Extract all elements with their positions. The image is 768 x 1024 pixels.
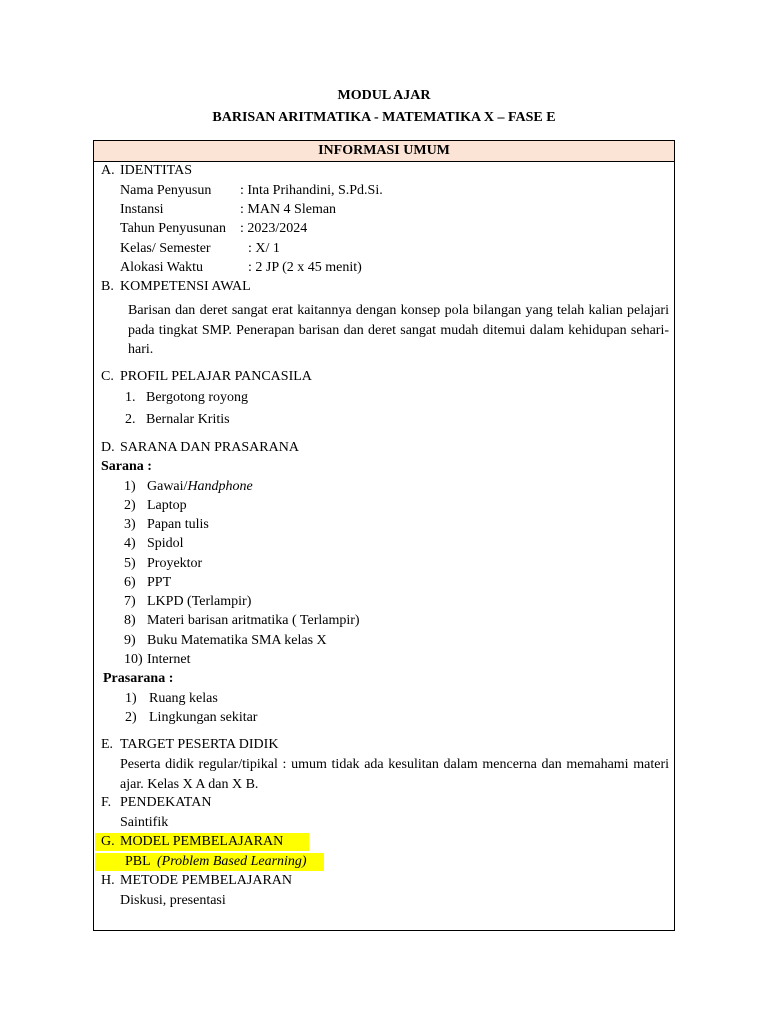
item-number: 1) [125, 691, 137, 706]
target-paragraph: Peserta didik regular/tipikal : umum tidak ada kesulitan dalam mencerna dan memahami materi ajar. Kelas X A dan X B. [120, 757, 669, 792]
item-text: Buku Matematika SMA kelas X [147, 633, 327, 648]
section-title: MODEL PEMBELAJARAN [120, 834, 284, 849]
item-text: Papan tulis [147, 517, 209, 532]
section-title: SARANA DAN PRASARANA [120, 440, 299, 455]
item-number: 2. [125, 412, 136, 427]
section-letter: B. [101, 279, 114, 294]
section-title: PENDEKATAN [120, 795, 212, 810]
metode-text: Diskusi, presentasi [120, 893, 226, 908]
item-text: Lingkungan sekitar [149, 710, 258, 725]
model-abbrev: PBL [125, 854, 151, 869]
section-letter: G. [101, 834, 115, 849]
item-number: 4) [124, 536, 136, 551]
item-text: Proyektor [147, 556, 203, 571]
item-text: Gawai/ [147, 479, 188, 494]
item-number: 1) [124, 479, 136, 494]
item-text: Laptop [147, 498, 187, 513]
item-text: LKPD (Terlampir) [147, 594, 252, 609]
item-number: 10) [124, 652, 143, 667]
item-number: 5) [124, 556, 136, 571]
section-letter: F. [101, 795, 112, 810]
section-title: KOMPETENSI AWAL [120, 279, 251, 294]
item-text: Bernalar Kritis [146, 412, 230, 427]
row-value: : X/ 1 [248, 241, 280, 256]
row-label: Kelas/ Semester [120, 241, 211, 256]
item-text: Ruang kelas [149, 691, 218, 706]
section-letter: A. [101, 163, 115, 178]
row-label: Tahun Penyusunan [120, 221, 226, 236]
section-model [95, 833, 309, 851]
row-value: : 2 JP (2 x 45 menit) [248, 260, 362, 275]
document-title: MODUL AJAR [337, 88, 431, 103]
section-title: TARGET PESERTA DIDIK [120, 737, 279, 752]
row-label: Instansi [120, 202, 164, 217]
item-number: 8) [124, 613, 136, 628]
row-label: Nama Penyusun [120, 183, 212, 198]
item-text-italic: Handphone [187, 479, 253, 494]
pendekatan-text: Saintifik [120, 815, 169, 830]
item-number: 3) [124, 517, 136, 532]
model-full-name: (Problem Based Learning) [157, 854, 307, 869]
item-text: Spidol [147, 536, 184, 551]
item-number: 2) [125, 710, 137, 725]
prasarana-label: Prasarana : [103, 671, 174, 686]
section-letter: H. [101, 873, 115, 888]
kompetensi-paragraph: Barisan dan deret sangat erat kaitannya dengan konsep pola bilangan yang telah kalian pelajari pada tingkat SMP. Penerapan barisan dan deret sangat mudah ditemui dalam kehidupan sehari-hari. [128, 303, 669, 357]
row-value: : MAN 4 Sleman [240, 202, 337, 217]
informasi-umum-box [93, 140, 675, 931]
item-number: 2) [124, 498, 136, 513]
item-number: 7) [124, 594, 136, 609]
section-title: IDENTITAS [120, 163, 192, 178]
item-number: 9) [124, 633, 136, 648]
sarana-label: Sarana : [101, 459, 152, 474]
item-text: Internet [147, 652, 191, 667]
item-text: Bergotong royong [146, 390, 249, 405]
section-title: PROFIL PELAJAR PANCASILA [120, 369, 312, 384]
item-text: PPT [147, 575, 172, 590]
item-number: 6) [124, 575, 136, 590]
section-letter: C. [101, 369, 114, 384]
section-letter: D. [101, 440, 115, 455]
section-title: METODE PEMBELAJARAN [120, 873, 293, 888]
section-letter: E. [101, 737, 114, 752]
row-value: : Inta Prihandini, S.Pd.Si. [240, 183, 383, 198]
row-label: Alokasi Waktu [120, 260, 203, 275]
document-subtitle: BARISAN ARITMATIKA - MATEMATIKA X – FASE E [212, 110, 556, 125]
row-value: : 2023/2024 [240, 221, 308, 236]
box-header: INFORMASI UMUM [94, 141, 674, 162]
item-number: 1. [125, 390, 136, 405]
model-text [95, 853, 324, 871]
item-text: Materi barisan aritmatika ( Terlampir) [147, 613, 360, 628]
